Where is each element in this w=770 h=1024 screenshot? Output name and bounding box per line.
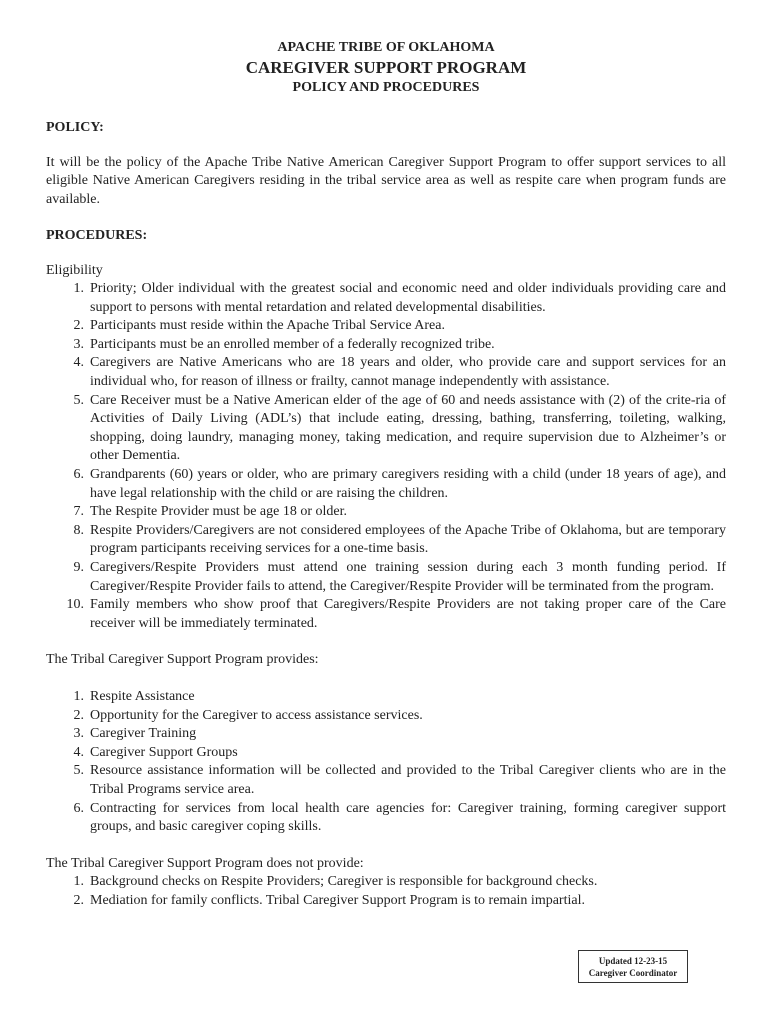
list-number: 10.: [66, 597, 84, 613]
list-text: Family members who show proof that Caregivers/Respite Providers are not taking proper care of the Care receiver will be immediately terminated.: [90, 597, 726, 631]
policy-text: It will be the policy of the Apache Tribe Native American Caregiver Support Program to offer support services to all eligible Native American Caregivers residing in the tribal service area as well as respite care when program funds are available.: [46, 154, 726, 207]
list-number: 2.: [73, 892, 84, 908]
list-item: [46, 725, 726, 744]
list-item: [46, 503, 726, 522]
list-item: [46, 800, 726, 837]
list-text: Caregiver Support Groups: [90, 744, 238, 760]
procedures-heading: PROCEDURES:: [46, 227, 148, 243]
list-text: Respite Assistance: [90, 688, 195, 704]
list-text: The Respite Provider must be age 18 or older.: [90, 504, 347, 520]
list-number: 6.: [73, 467, 84, 483]
list-item: [46, 466, 726, 503]
org-title: APACHE TRIBE OF OKLAHOMA: [277, 40, 495, 55]
program-title: CAREGIVER SUPPORT PROGRAM: [245, 58, 527, 78]
not-provide-list: [46, 873, 726, 910]
list-number: 3.: [73, 336, 84, 352]
list-text: Resource assistance information will be collected and provided to the Tribal Caregiver clients who are in the Tribal Programs service area.: [90, 763, 726, 797]
list-number: 2.: [73, 707, 84, 723]
list-number: 5.: [73, 392, 84, 408]
list-item: [46, 522, 726, 559]
list-number: 8.: [73, 522, 84, 538]
list-text: Priority; Older individual with the greatest social and economic need and older individuals providing care and support to persons with mental retardation and related developmental disabilities.: [90, 281, 726, 315]
list-item: [46, 354, 726, 391]
list-text: Caregiver Training: [90, 726, 197, 742]
provides-intro: The Tribal Caregiver Support Program provides:: [46, 652, 319, 668]
list-number: 4.: [73, 744, 84, 760]
list-item: [46, 707, 726, 726]
list-text: Participants must reside within the Apache Tribal Service Area.: [90, 318, 445, 334]
eligibility-list: [46, 280, 726, 633]
list-number: 5.: [73, 763, 84, 779]
list-text: Respite Providers/Caregivers are not considered employees of the Apache Tribe of Oklahoma, but are temporary program participants receiving services for a one-time basis.: [90, 522, 726, 557]
list-number: 9.: [73, 560, 84, 576]
list-text: Opportunity for the Caregiver to access assistance services.: [90, 707, 423, 723]
list-text: Contracting for services from local health care agencies for: Caregiver training, forming caregiver support groups, and basic caregiver coping skills.: [90, 800, 726, 835]
list-item: [46, 559, 726, 596]
list-number: 1.: [73, 874, 84, 890]
list-number: 4.: [73, 355, 84, 371]
list-number: 1.: [73, 688, 84, 704]
stamp-date: Updated 12-23-15: [598, 956, 668, 966]
list-text: Background checks on Respite Providers; Caregiver is responsible for background checks.: [90, 874, 598, 890]
not-provide-intro: The Tribal Caregiver Support Program does not provide:: [46, 855, 364, 871]
list-text: Mediation for family conflicts. Tribal Caregiver Support Program is to remain impartial.: [90, 892, 585, 908]
list-item: [46, 596, 726, 633]
updated-stamp: [578, 950, 688, 983]
list-text: Caregivers are Native Americans who are 18 years and older, who provide care and support services for an individual who, for reason of illness or frailty, cannot manage independently with assistance.: [90, 355, 726, 390]
list-item: [46, 762, 726, 799]
list-item: [46, 873, 726, 892]
list-item: [46, 317, 726, 336]
list-number: 6.: [73, 800, 84, 816]
list-number: 3.: [73, 726, 84, 742]
list-number: 1.: [73, 281, 84, 297]
list-item: [46, 336, 726, 355]
list-text: Care Receiver must be a Native American elder of the age of 60 and needs assistance with (2) of the crite-ria of Activities of Daily Living (ADL’s) that include eating, dressing, bathing, transferring, toileting, walking, shopping, doing laundry, managing money, taking medication, and require supervision due to Alzheimer’s or other Dementia.: [90, 392, 726, 464]
document-subtitle: POLICY AND PROCEDURES: [292, 79, 480, 95]
list-item: [46, 744, 726, 763]
policy-heading: POLICY:: [46, 119, 104, 135]
list-number: 2.: [73, 318, 84, 334]
list-text: Participants must be an enrolled member of a federally recognized tribe.: [90, 336, 495, 352]
list-number: 7.: [73, 504, 84, 520]
list-item: [46, 280, 726, 317]
stamp-role: Caregiver Coordinator: [588, 968, 678, 978]
document-page: [46, 40, 726, 911]
list-item: [46, 892, 726, 911]
provides-list: [46, 688, 726, 837]
list-text: Caregivers/Respite Providers must attend one training session during each 3 month funding period. If Caregiver/Respite Provider fails to attend, the Caregiver/Respite Provider will be terminated from the program.: [90, 560, 726, 594]
list-item: [46, 392, 726, 466]
eligibility-label: Eligibility: [46, 262, 103, 278]
list-item: [46, 688, 726, 707]
list-text: Grandparents (60) years or older, who are primary caregivers residing with a child (under 18 years of age), and have legal relationship with the child or are raising the children.: [90, 467, 726, 501]
